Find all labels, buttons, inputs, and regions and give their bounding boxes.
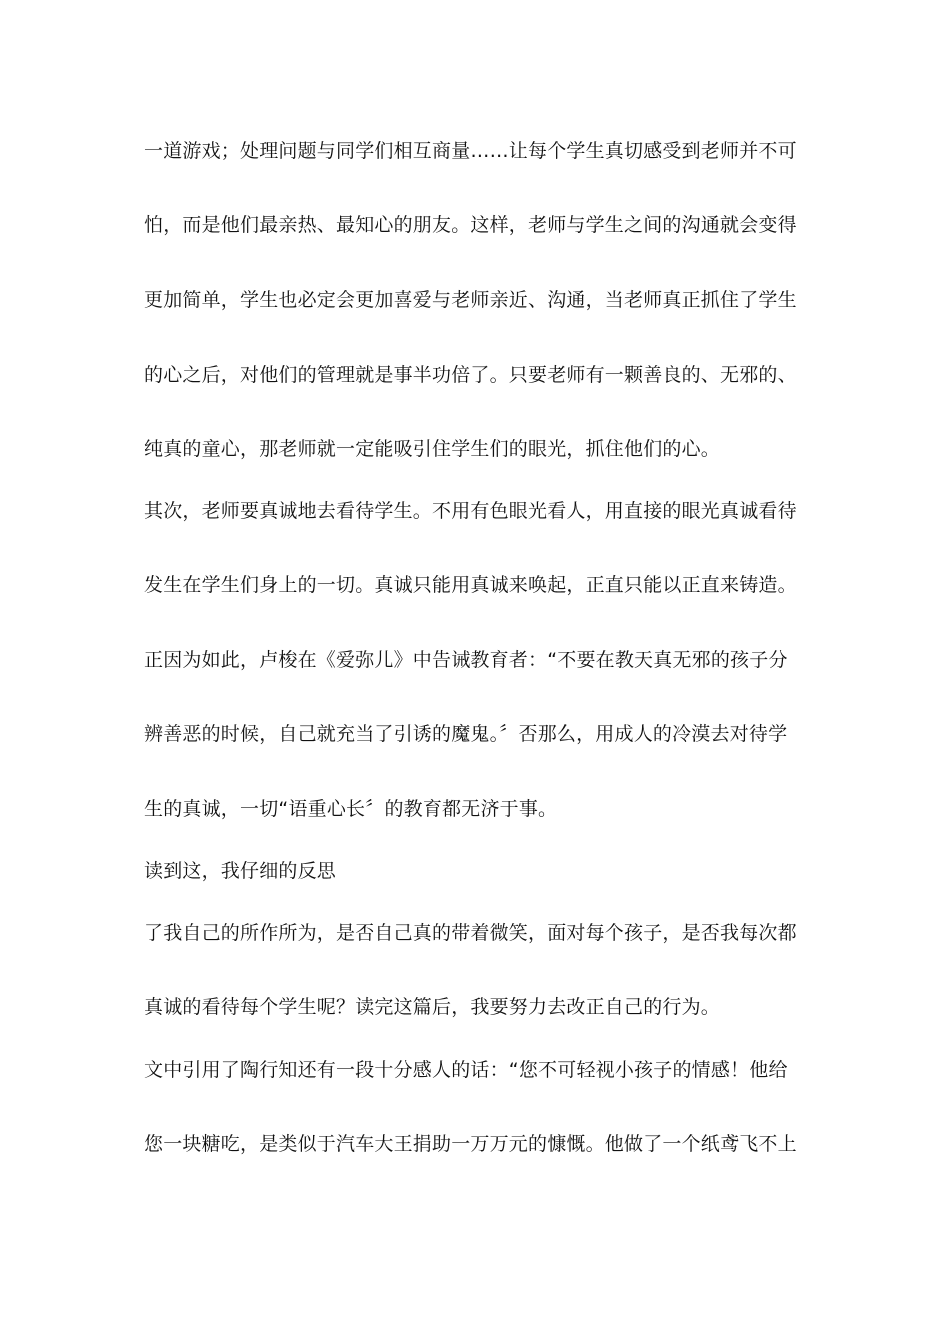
text-line: 怕，而是他们最亲热、最知心的朋友。这样，老师与学生之间的沟通就会变得 [144, 214, 797, 236]
text-line: 了我自己的所作所为，是否自己真的带着微笑，面对每个孩子，是否我每次都 [144, 922, 797, 944]
text-line: 您一块糖吃，是类似于汽车大王捐助一万万元的慷慨。他做了一个纸鸢飞不上 [144, 1133, 797, 1155]
text-line: 读到这，我仔细的反思 [144, 860, 337, 882]
text-line: 正因为如此，卢梭在《爱弥儿》中告诫教育者：“不要在教天真无邪的孩子分 [144, 649, 788, 671]
text-line: 文中引用了陶行知还有一段十分感人的话：“您不可轻视小孩子的情感！他给 [144, 1059, 788, 1081]
text-line: 真诚的看待每个学生呢？读完这篇后，我要努力去改正自己的行为。 [144, 996, 721, 1018]
text-line: 更加简单，学生也必定会更加喜爱与老师亲近、沟通，当老师真正抓住了学生 [144, 289, 797, 311]
text-line: 其次，老师要真诚地去看待学生。不用有色眼光看人，用直接的眼光真诚看待 [144, 500, 797, 522]
text-line: 生的真诚，一切“语重心长〞的教育都无济于事。 [144, 798, 558, 820]
text-line: 的心之后，对他们的管理就是事半功倍了。只要老师有一颗善良的、无邪的、 [144, 364, 797, 386]
text-line: 纯真的童心，那老师就一定能吸引住学生们的眼光，抓住他们的心。 [144, 438, 721, 460]
text-line: 发生在学生们身上的一切。真诚只能用真诚来唤起，正直只能以正直来铸造。 [144, 574, 797, 596]
text-line: 辨善恶的时候，自己就充当了引诱的魔鬼。〞否那么，用成人的冷漠去对待学 [144, 723, 788, 745]
text-line: 一道游戏；处理问题与同学们相互商量……让每个学生真切感受到老师并不可 [144, 140, 797, 162]
